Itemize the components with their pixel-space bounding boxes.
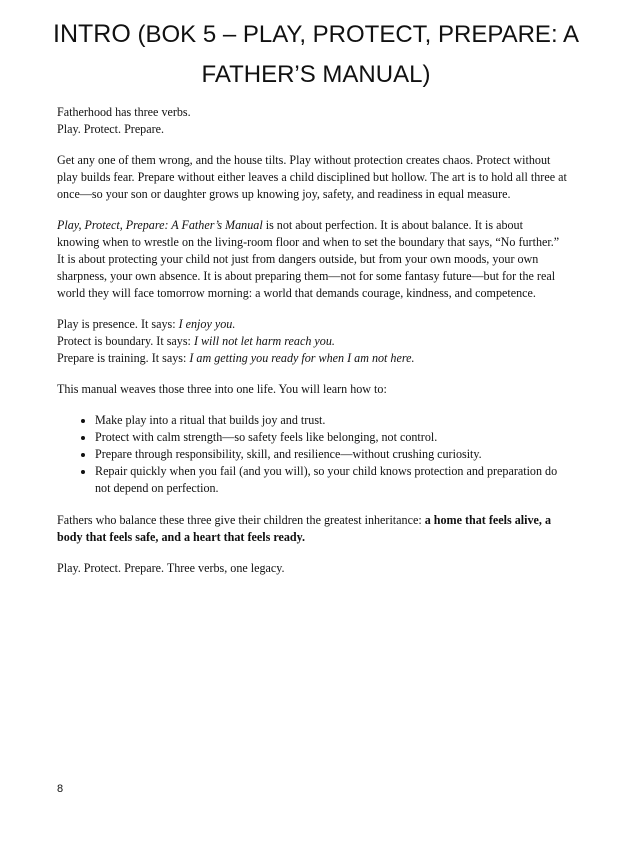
paragraph-7: Play. Protect. Prepare. Three verbs, one legacy. xyxy=(57,561,285,575)
list-item: • Make play into a ritual that builds joy and trust. xyxy=(95,412,567,429)
protect-line-prefix: Protect is boundary. It says: xyxy=(57,334,194,348)
paragraph-6 xyxy=(57,512,567,546)
paragraph-3-text: is not about perfection. It is about balance. It is about knowing when to wrestle on the living-room floor and when to set the boundary that says, “No further.” It is about protecting your child not just from dangers outside, but from your own moods, your own sharpness, your own absence. It is about preparing them—not for some fantasy future—but for the real world they will face tomorrow morning: a world that demands courage, kindness, and competence. xyxy=(57,218,560,300)
paragraph-6-text: Fathers who balance these three give their children the greatest inheritance: xyxy=(57,513,425,527)
paragraph-2: Get any one of them wrong, and the house tilts. Play without protection creates chaos. Protect without play builds fear. Prepare without either leaves a child disciplined but hollow. The art is to hold all three at once—so your son or daughter grows up knowing joy, safety, and readiness in equal measure. xyxy=(57,153,567,201)
paragraph-4 xyxy=(57,316,567,367)
paragraph-1 xyxy=(57,104,567,138)
paragraph-1-line-2: Play. Protect. Prepare. xyxy=(57,122,165,136)
play-line-prefix: Play is presence. It says: xyxy=(57,317,179,331)
paragraph-3 xyxy=(57,217,567,302)
bullet-list xyxy=(57,412,567,497)
paragraph-5: This manual weaves those three into one life. You will learn how to: xyxy=(57,382,387,396)
prepare-line-prefix: Prepare is training. It says: xyxy=(57,351,190,365)
book-title: Play, Protect, Prepare: A Father’s Manual xyxy=(57,218,263,232)
prepare-line-quote: I am getting you ready for when I am not here. xyxy=(189,351,415,365)
title-main: INTRO xyxy=(53,20,131,48)
chapter-title xyxy=(40,14,592,95)
title-sub-line1: (BOK 5 – PLAY, PROTECT, PREPARE: A xyxy=(137,21,579,48)
list-item: • Prepare through responsibility, skill, and resilience—without crushing curiosity. xyxy=(95,446,567,463)
title-sub-line2: FATHER’S MANUAL) xyxy=(201,61,431,88)
play-line-quote: I enjoy you. xyxy=(178,317,236,331)
page-number: 8 xyxy=(57,783,64,795)
paragraph-6-bold: a home that feels alive, a body that feels safe, and a heart that feels ready. xyxy=(57,513,551,544)
list-item: • Protect with calm strength—so safety feels like belonging, not control. xyxy=(95,429,567,446)
protect-line-quote: I will not let harm reach you. xyxy=(193,334,335,348)
list-item: • Repair quickly when you fail (and you will), so your child knows protection and preparation do not depend on perfection. xyxy=(95,463,567,497)
body-text xyxy=(57,104,567,591)
paragraph-1-line-1: Fatherhood has three verbs. xyxy=(57,105,191,119)
